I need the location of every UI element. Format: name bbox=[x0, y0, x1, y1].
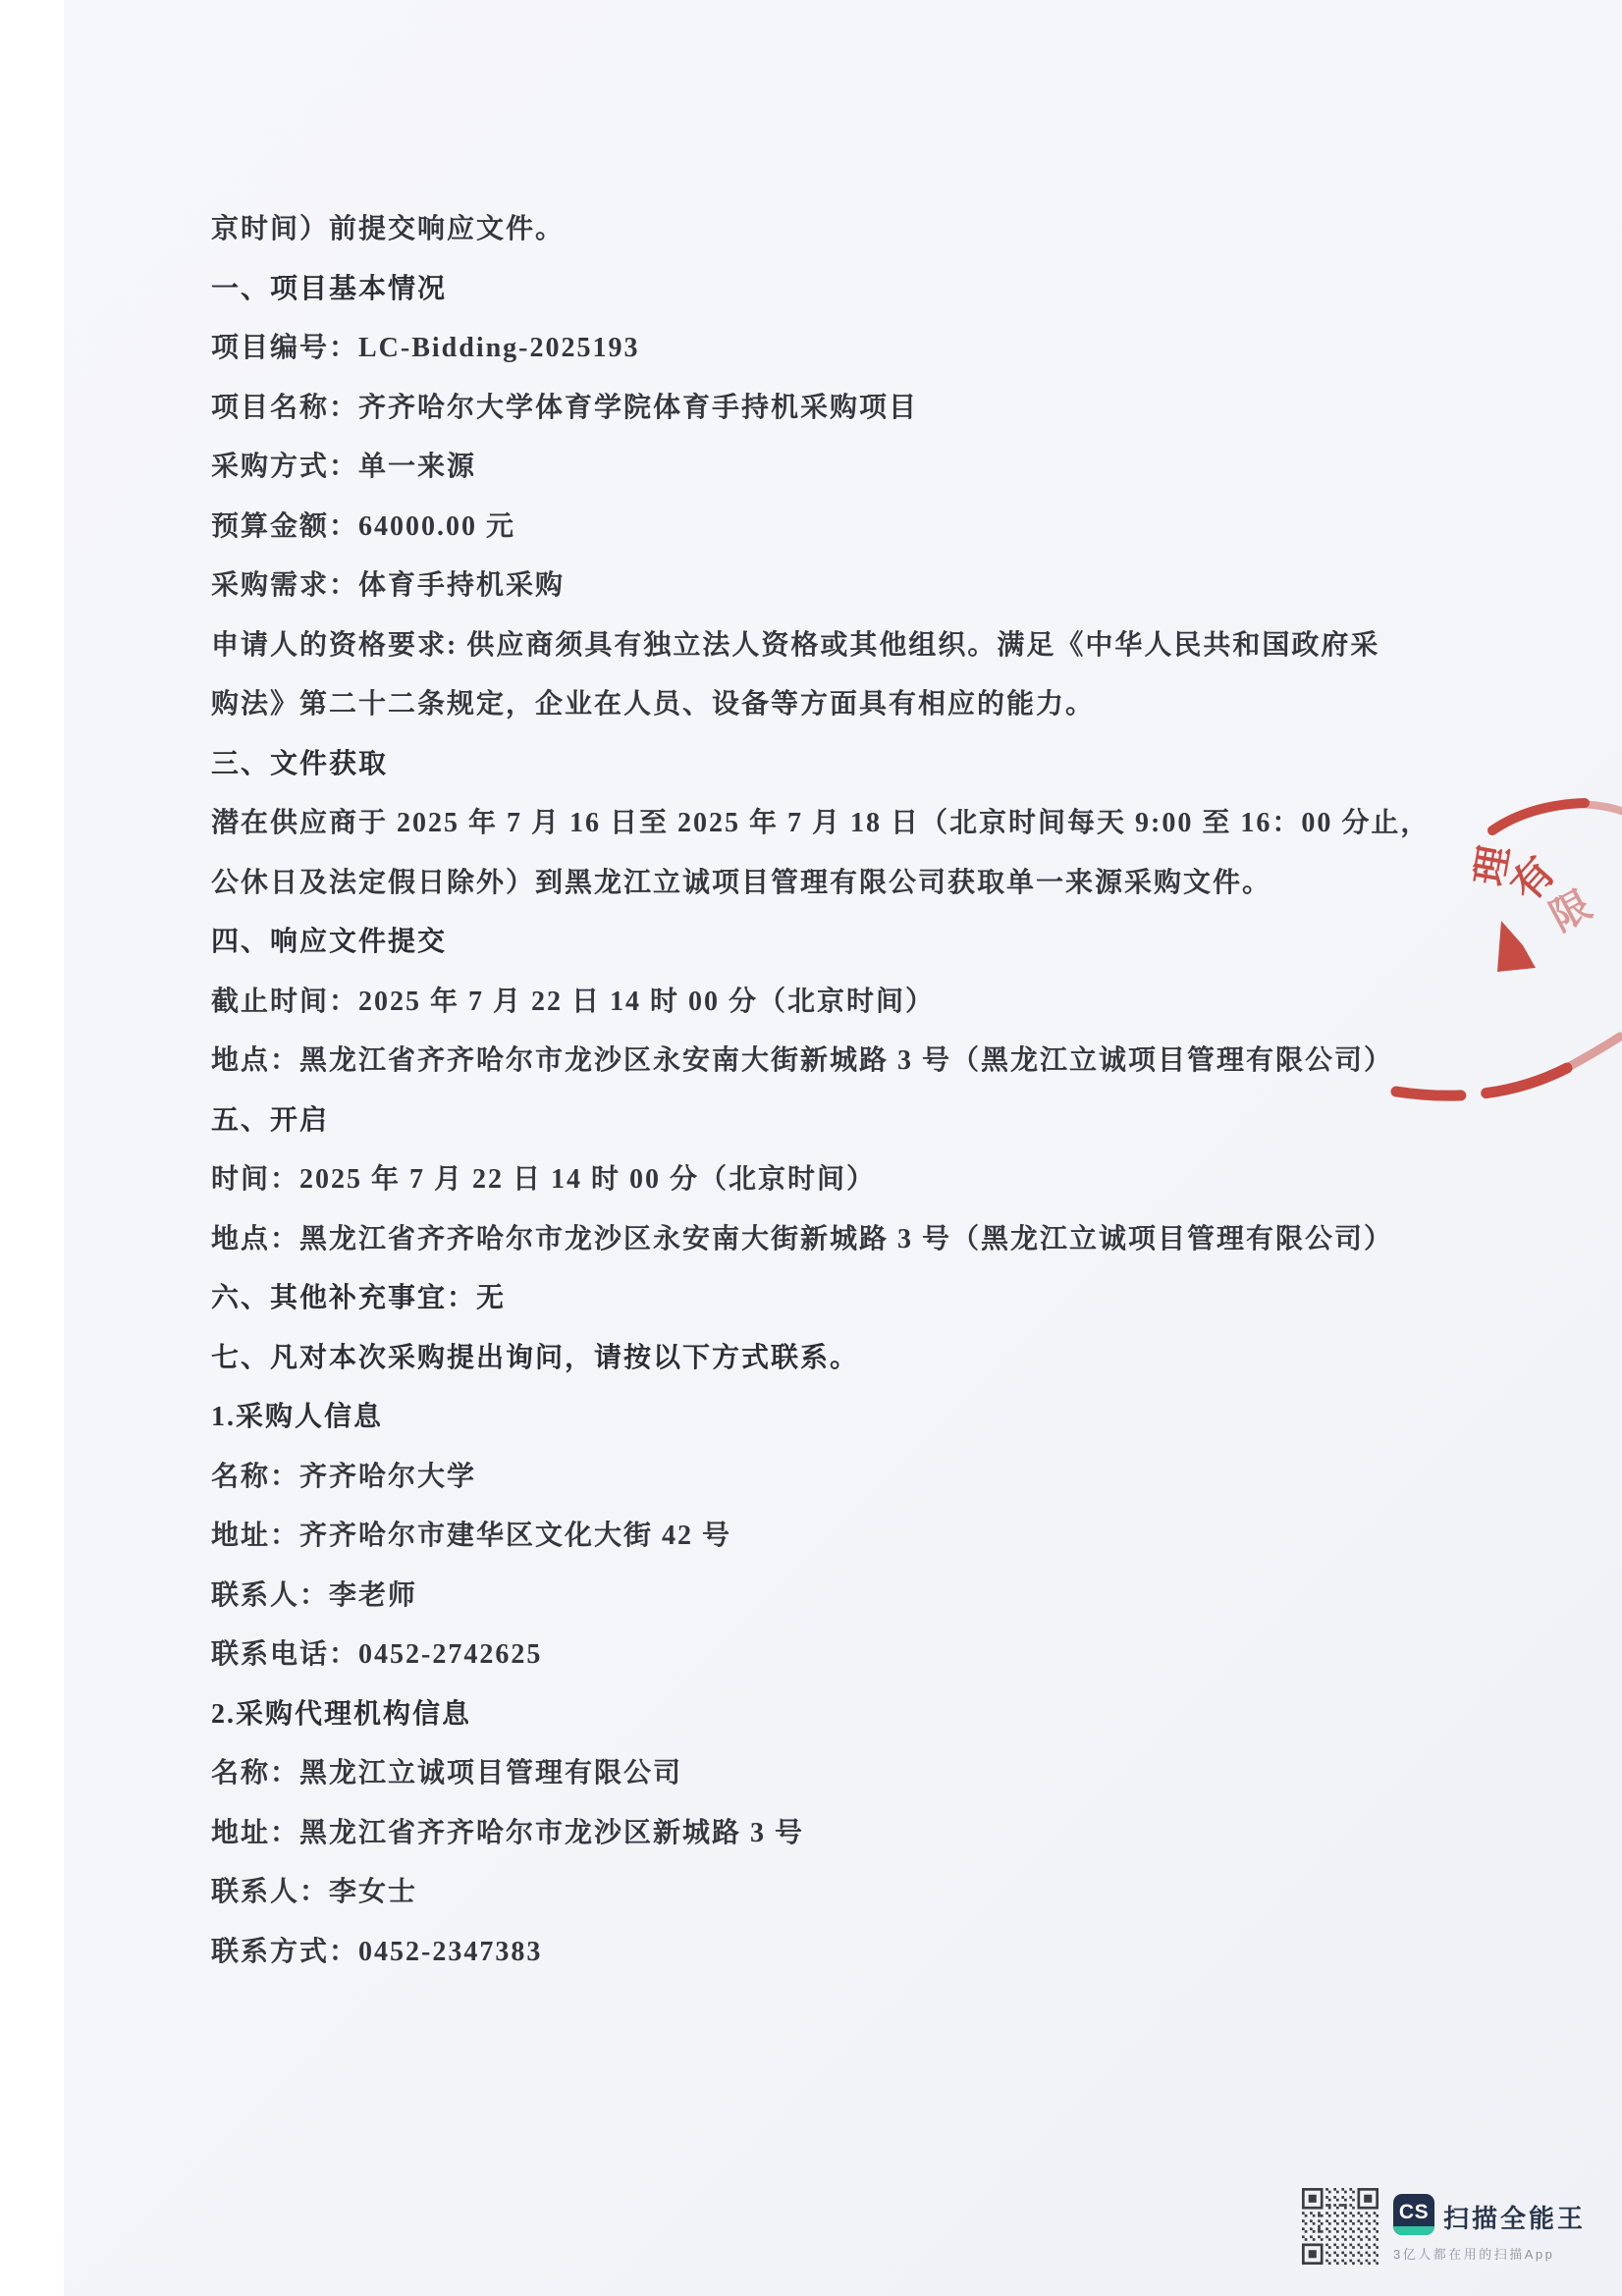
document-line: 采购需求：体育手持机采购 bbox=[211, 570, 566, 601]
stamp-arc-top bbox=[1492, 803, 1585, 830]
document-line: 申请人的资格要求: 供应商须具有独立法人资格或其他组织。满足《中华人民共和国政府采 bbox=[211, 629, 1380, 661]
document-line: 联系电话：0452-2742625 bbox=[211, 1639, 543, 1670]
document-line: 名称：黑龙江立诚项目管理有限公司 bbox=[211, 1758, 683, 1789]
document-line: 2.采购代理机构信息 bbox=[211, 1698, 472, 1730]
document-line: 公休日及法定假日除外）到黑龙江立诚项目管理有限公司获取单一来源采购文件。 bbox=[211, 867, 1272, 898]
document-line: 潜在供应商于 2025 年 7 月 16 日至 2025 年 7 月 18 日（北京时间每天 9:00 至 16：00 分止， bbox=[211, 808, 1431, 838]
stamp-arc-bottom-fade bbox=[1561, 1037, 1620, 1071]
red-seal-stamp bbox=[1375, 746, 1622, 1139]
stamp-char: 理 bbox=[1467, 842, 1518, 889]
document-line: 项目编号：LC-Bidding-2025193 bbox=[211, 333, 640, 363]
document-line: 联系方式：0452-2347383 bbox=[211, 1936, 543, 1967]
document-line: 五、开启 bbox=[211, 1104, 330, 1136]
document-line: 地址：黑龙江省齐齐哈尔市龙沙区新城路 3 号 bbox=[211, 1817, 805, 1848]
document-line: 四、响应文件提交 bbox=[211, 927, 448, 957]
document-line: 截止时间：2025 年 7 月 22 日 14 时 00 分（北京时间） bbox=[211, 986, 936, 1017]
camscanner-logo-accent bbox=[1393, 2226, 1434, 2235]
stamp-char: 有 bbox=[1503, 849, 1565, 911]
document-line: 六、其他补充事宜：无 bbox=[211, 1283, 507, 1313]
camscanner-logo bbox=[1393, 2194, 1434, 2235]
stamp-char: 限 bbox=[1542, 881, 1598, 940]
document-line: 地点：黑龙江省齐齐哈尔市龙沙区永安南大街新城路 3 号（黑龙江立诚项目管理有限公司） bbox=[211, 1223, 1394, 1255]
document-line: 联系人：李女士 bbox=[211, 1877, 418, 1907]
document-line: 采购方式：单一来源 bbox=[211, 452, 477, 482]
document-body bbox=[211, 200, 1429, 1982]
document-line: 地点：黑龙江省齐齐哈尔市龙沙区永安南大街新城路 3 号（黑龙江立诚项目管理有限公司） bbox=[211, 1045, 1394, 1076]
stamp-arc-top-fade bbox=[1577, 804, 1621, 811]
document-line: 预算金额：64000.00 元 bbox=[211, 510, 516, 542]
document-line: 项目名称：齐齐哈尔大学体育学院体育手持机采购项目 bbox=[211, 392, 919, 423]
document-line: 京时间）前提交响应文件。 bbox=[211, 214, 566, 244]
qr-code bbox=[1302, 2188, 1379, 2265]
document-line: 购法》第二十二条规定，企业在人员、设备等方面具有相应的能力。 bbox=[211, 689, 1096, 720]
watermark-app-name: 扫描全能王 bbox=[1443, 2204, 1587, 2233]
stamp-arc-bottom bbox=[1396, 1068, 1567, 1095]
stamp-star-point bbox=[1497, 921, 1536, 972]
document-line: 1.采购人信息 bbox=[211, 1402, 384, 1432]
document-line: 联系人：李老师 bbox=[211, 1579, 418, 1611]
watermark-tagline: 3亿人都在用的扫描App bbox=[1393, 2247, 1555, 2262]
scan-margin bbox=[0, 0, 64, 2296]
document-line: 三、文件获取 bbox=[211, 748, 389, 779]
document-line: 地址：齐齐哈尔市建华区文化大街 42 号 bbox=[211, 1521, 732, 1551]
document-line: 名称：齐齐哈尔大学 bbox=[211, 1461, 477, 1492]
document-line: 一、项目基本情况 bbox=[211, 273, 448, 304]
document-line: 七、凡对本次采购提出询问，请按以下方式联系。 bbox=[211, 1342, 860, 1373]
camscanner-logo-text: CS bbox=[1398, 2200, 1430, 2223]
document-line: 时间：2025 年 7 月 22 日 14 时 00 分（北京时间） bbox=[211, 1164, 877, 1195]
